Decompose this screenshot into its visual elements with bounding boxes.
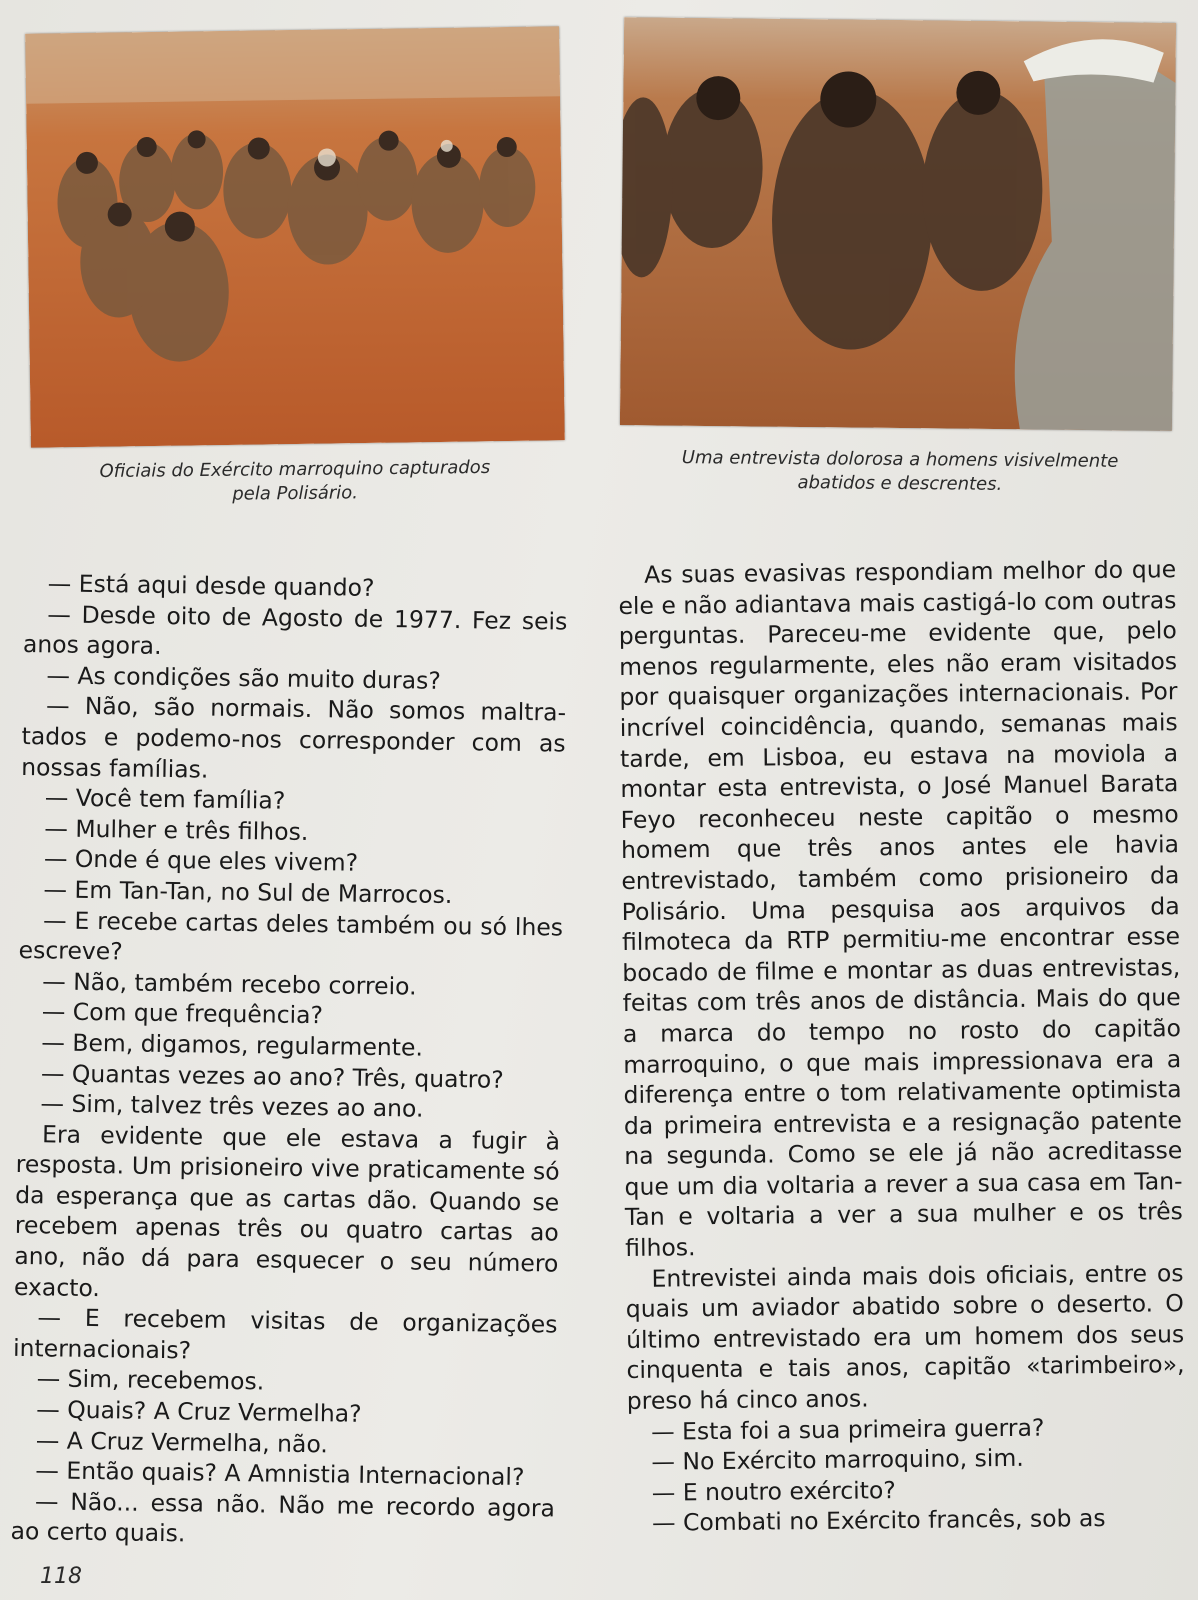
page-number: 118 bbox=[40, 1564, 82, 1589]
dialogue-line: — Sim, recebemos. bbox=[36, 1364, 265, 1396]
dialogue-line: — Desde oito de Agosto de 1977. Fez seis anos agora. bbox=[22, 599, 568, 661]
text-column-left bbox=[10, 568, 568, 1555]
dialogue-line: — Bem, digamos, regularmente. bbox=[41, 1028, 424, 1062]
photo-captured-officers bbox=[25, 26, 565, 447]
paragraph: As suas evasivas respondiam melhor do que ele e não adiantava mais castigá-lo com outras perguntas. Pareceu-me evidente que, pelo menos regularmente, eles não eram visitados por quaisquer organizações internacionais. Por incrível coincidência, quando, semanas mais tarde, em Lisboa, eu estava na moviola a montar esta entrevista, o José Manuel Barata Feyo reconheceu neste capitão o mesmo homem que três anos antes ele havia entrevistado, também como prisioneiro da Polisário. Uma pesquisa aos arquivos da filmoteca da RTP permitiu-me encontrar esse bocado de filme e montar as duas entrevistas, feitas com três anos de distância. Mais do que a marca do tempo no rosto do capitão marroquino, o que mais impressionava era a diferença entre o tom relativamente optimista da primeira entrevista e a resignação patente na segunda. Como se ele já não acreditasse que um dia voltaria a rever a sua casa em Tan-Tan e voltaria a ver a sua mulher e os três filhos. bbox=[618, 555, 1184, 1263]
caption-line: abatidos e descrentes. bbox=[797, 472, 1003, 495]
dialogue-line: — Não, são normais. Não somos maltra-tados e podemo-nos corresponder com as nossas famílias. bbox=[21, 691, 567, 784]
dialogue-line: — Quais? A Cruz Vermelha? bbox=[36, 1395, 362, 1428]
dialogue-line: — Você tem família? bbox=[44, 783, 286, 815]
dialogue-line: — Quantas vezes ao ano? Três, quatro? bbox=[40, 1058, 504, 1094]
dialogue-line: — E recebe cartas deles também ou só lhes escreve? bbox=[18, 905, 564, 966]
paragraph: Entrevistei ainda mais dois oficiais, entre os quais um aviador abatido sobre o deserto. O último entrevistado era um homem dos seus cinquenta e tais anos, capitão «tarimbeiro», preso há cinco anos. bbox=[625, 1258, 1185, 1415]
dialogue-line: — Está aqui desde quando? bbox=[47, 569, 375, 602]
dialogue-line: — Então quais? A Amnistia Internacional? bbox=[35, 1456, 525, 1492]
caption-line: Uma entrevista dolorosa a homens visivelmente bbox=[681, 447, 1119, 472]
dialogue-line: — Esta foi a sua primeira guerra? bbox=[650, 1413, 1045, 1446]
dialogue-line: — Não, também recebo correio. bbox=[42, 967, 417, 1001]
dialogue-line: — Sim, talvez três vezes ao ano. bbox=[40, 1089, 424, 1123]
paragraph: Era evidente que ele estava a fugir à resposta. Um prisioneiro vive praticamente só da esperança que as cartas dão. Quando se recebem apenas três ou quatro cartas ao ano, não dá para esquecer o seu número exacto. bbox=[13, 1119, 561, 1302]
text-column-right bbox=[618, 554, 1186, 1539]
dialogue-line: — Em Tan-Tan, no Sul de Marrocos. bbox=[43, 875, 453, 909]
dialogue-line: — Com que frequência? bbox=[41, 997, 324, 1030]
photo-interview bbox=[620, 17, 1176, 431]
dialogue-line: — Combati no Exército francês, sob as bbox=[651, 1504, 1106, 1538]
dialogue-line: — As condições são muito duras? bbox=[46, 661, 441, 695]
dialogue-line: — Onde é que eles vivem? bbox=[43, 844, 359, 878]
caption-left-photo bbox=[60, 456, 530, 509]
dialogue-line: — Mulher e três filhos. bbox=[44, 814, 309, 846]
dialogue-line: — A Cruz Vermelha, não. bbox=[35, 1425, 329, 1458]
dialogue-line: — Não... essa não. Não me recordo agora ao certo quais. bbox=[10, 1487, 556, 1548]
caption-line: pela Polisário. bbox=[232, 482, 359, 505]
dialogue-line: — E noutro exército? bbox=[651, 1475, 896, 1507]
caption-line: Oficiais do Exército marroquino capturados bbox=[99, 456, 491, 483]
caption-right-photo bbox=[650, 446, 1150, 498]
dialogue-line: — E recebem visitas de organizações internacionais? bbox=[12, 1303, 558, 1365]
dialogue-line: — No Exército marroquino, sim. bbox=[651, 1444, 1024, 1476]
